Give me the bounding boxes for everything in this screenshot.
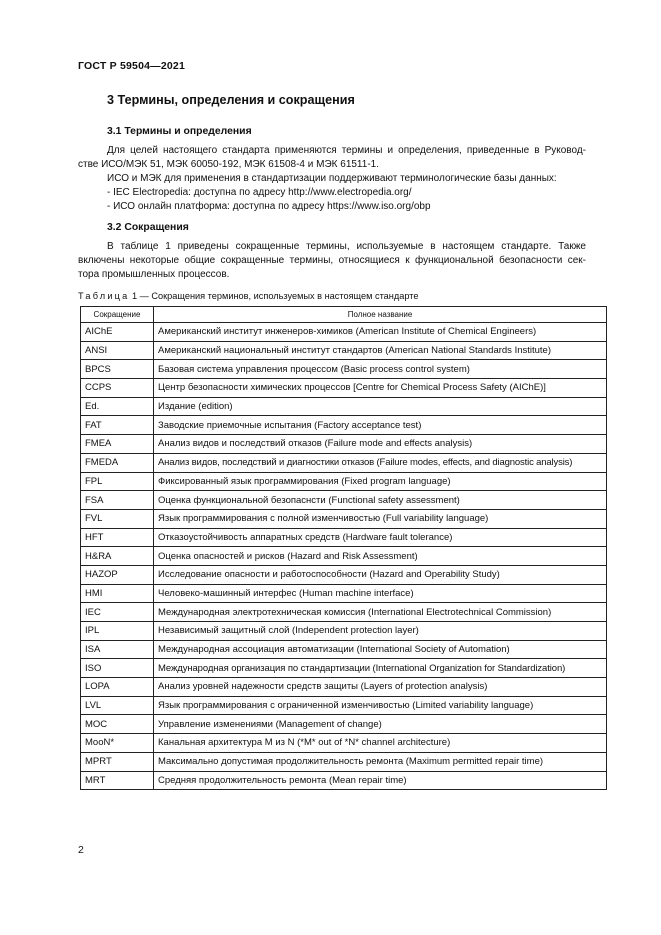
full-name-cell: Исследование опасности и работоспособности (Hazard and Operability Study) bbox=[154, 565, 607, 584]
full-name-cell: Оценка функциональной безопаснсти (Functional safety assessment) bbox=[154, 491, 607, 510]
abbreviation-cell: HAZOP bbox=[81, 565, 154, 584]
abbreviation-cell: Ed. bbox=[81, 397, 154, 416]
text-line: - IEC Electropedia: доступна по адресу http://www.electropedia.org/ bbox=[107, 187, 412, 198]
full-name-cell: Международная организация по стандартизации (International Organization for Standardization) bbox=[154, 659, 607, 678]
abbreviation-cell: ISO bbox=[81, 659, 154, 678]
table-row bbox=[81, 453, 607, 472]
full-name-cell: Фиксированный язык программирования (Fixed program language) bbox=[154, 472, 607, 491]
abbreviation-cell: ISA bbox=[81, 640, 154, 659]
full-name-cell: Человеко-машинный интерфес (Human machine interface) bbox=[154, 584, 607, 603]
table-caption-label: Таблица bbox=[78, 291, 130, 301]
full-name-cell: Международная электротехническая комиссия (International Electrotechnical Commission) bbox=[154, 603, 607, 622]
text-line: тора промышленных процессов. bbox=[78, 269, 230, 280]
full-name-cell: Анализ уровней надежности средств защиты (Layers of protection analysis) bbox=[154, 678, 607, 697]
text-line: В таблице 1 приведены сокращенные термины, используемые в настоящем стандарте. Также bbox=[107, 241, 586, 252]
text-line: включены некоторые общие сокращенные термины, относящиеся к функциональной безопасности сек- bbox=[78, 255, 586, 266]
full-name-cell: Независимый защитный слой (Independent protection layer) bbox=[154, 622, 607, 641]
table-header-row bbox=[81, 307, 607, 323]
full-name-cell: Американский институт инженеров-химиков (American Institute of Chemical Engineers) bbox=[154, 323, 607, 342]
table-row bbox=[81, 584, 607, 603]
abbreviation-cell: HMI bbox=[81, 584, 154, 603]
full-name-cell: Анализ видов и последствий отказов (Failure mode and effects analysis) bbox=[154, 435, 607, 454]
table-row bbox=[81, 435, 607, 454]
terms-paragraph bbox=[78, 144, 586, 214]
abbreviation-cell: FAT bbox=[81, 416, 154, 435]
full-name-cell: Язык программирования с ограниченной изменчивостью (Limited variability language) bbox=[154, 696, 607, 715]
full-name-cell: Язык программирования с полной изменчивостью (Full variability language) bbox=[154, 509, 607, 528]
full-name-cell: Отказоустойчивость аппаратных средств (Hardware fault tolerance) bbox=[154, 528, 607, 547]
table-row bbox=[81, 734, 607, 753]
full-name-cell: Базовая система управления процессом (Basic process control system) bbox=[154, 360, 607, 379]
table-row bbox=[81, 472, 607, 491]
full-name-cell: Международная ассоциация автоматизации (International Society of Automation) bbox=[154, 640, 607, 659]
full-name-cell: Средняя продолжительность ремонта (Mean repair time) bbox=[154, 771, 607, 790]
full-name-cell: Заводские приемочные испытания (Factory acceptance test) bbox=[154, 416, 607, 435]
text-line: Для целей настоящего стандарта применяются термины и определения, приведенные в Руковод- bbox=[107, 145, 586, 156]
table-row bbox=[81, 509, 607, 528]
full-name-cell: Издание (edition) bbox=[154, 397, 607, 416]
abbreviation-cell: FMEA bbox=[81, 435, 154, 454]
table-row bbox=[81, 491, 607, 510]
table-row bbox=[81, 603, 607, 622]
table-row bbox=[81, 416, 607, 435]
table-row bbox=[81, 752, 607, 771]
table-caption bbox=[78, 291, 418, 301]
full-name-cell: Анализ видов, последствий и диагностики отказов (Failure modes, effects, and diagnostic analysis) bbox=[154, 453, 607, 472]
column-header-full-name: Полное название bbox=[154, 307, 607, 323]
abbreviation-cell: HFT bbox=[81, 528, 154, 547]
abbreviation-cell: LVL bbox=[81, 696, 154, 715]
abbreviation-cell: LOPA bbox=[81, 678, 154, 697]
abbreviation-cell: CCPS bbox=[81, 379, 154, 398]
abbreviation-cell: FMEDA bbox=[81, 453, 154, 472]
table-row bbox=[81, 565, 607, 584]
abbreviations-table bbox=[80, 306, 607, 790]
full-name-cell: Канальная архитектура M из N (*M* out of *N* channel architecture) bbox=[154, 734, 607, 753]
table-row bbox=[81, 678, 607, 697]
abbreviation-cell: MooN* bbox=[81, 734, 154, 753]
abbreviation-cell: MOC bbox=[81, 715, 154, 734]
abbreviation-cell: IPL bbox=[81, 622, 154, 641]
table-caption-text: 1 — Сокращения терминов, используемых в настоящем стандарте bbox=[129, 291, 419, 301]
table-row bbox=[81, 360, 607, 379]
text-line: - ИСО онлайн платформа: доступна по адресу https://www.iso.org/obp bbox=[107, 201, 431, 212]
section-title: 3 Термины, определения и сокращения bbox=[107, 93, 355, 107]
abbreviation-cell: BPCS bbox=[81, 360, 154, 379]
document-code: ГОСТ Р 59504—2021 bbox=[78, 60, 186, 72]
text-line: ИСО и МЭК для применения в стандартизации поддерживают терминологические базы данных: bbox=[107, 173, 557, 184]
table-row bbox=[81, 323, 607, 342]
abbreviation-cell: ANSI bbox=[81, 341, 154, 360]
abbreviation-cell: FVL bbox=[81, 509, 154, 528]
full-name-cell: Центр безопасности химических процессов [Centre for Chemical Process Safety (AIChE)] bbox=[154, 379, 607, 398]
abbreviation-cell: FPL bbox=[81, 472, 154, 491]
abbreviation-cell: FSA bbox=[81, 491, 154, 510]
table-row bbox=[81, 528, 607, 547]
subsection-title-terms: 3.1 Термины и определения bbox=[107, 126, 252, 137]
column-header-abbreviation: Сокращение bbox=[81, 307, 154, 323]
text-line: стве ИСО/МЭК 51, МЭК 60050-192, МЭК 61508-4 и МЭК 61511-1. bbox=[78, 159, 379, 170]
full-name-cell: Американский национальный институт стандартов (American National Standards Institute) bbox=[154, 341, 607, 360]
full-name-cell: Управление изменениями (Management of change) bbox=[154, 715, 607, 734]
table-row bbox=[81, 771, 607, 790]
table-row bbox=[81, 379, 607, 398]
table-row bbox=[81, 696, 607, 715]
abbreviation-cell: MPRT bbox=[81, 752, 154, 771]
page-number: 2 bbox=[78, 844, 84, 856]
abbreviation-cell: IEC bbox=[81, 603, 154, 622]
abbreviation-cell: MRT bbox=[81, 771, 154, 790]
table-row bbox=[81, 622, 607, 641]
subsection-title-abbreviations: 3.2 Сокращения bbox=[107, 222, 189, 233]
table-row bbox=[81, 715, 607, 734]
table-row bbox=[81, 341, 607, 360]
abbreviation-cell: AIChE bbox=[81, 323, 154, 342]
table-row bbox=[81, 397, 607, 416]
table-row bbox=[81, 640, 607, 659]
abbreviations-paragraph bbox=[78, 240, 586, 282]
abbreviation-cell: H&RA bbox=[81, 547, 154, 566]
full-name-cell: Максимально допустимая продолжительность ремонта (Maximum permitted repair time) bbox=[154, 752, 607, 771]
full-name-cell: Оценка опасностей и рисков (Hazard and Risk Assessment) bbox=[154, 547, 607, 566]
table-row bbox=[81, 547, 607, 566]
table-row bbox=[81, 659, 607, 678]
